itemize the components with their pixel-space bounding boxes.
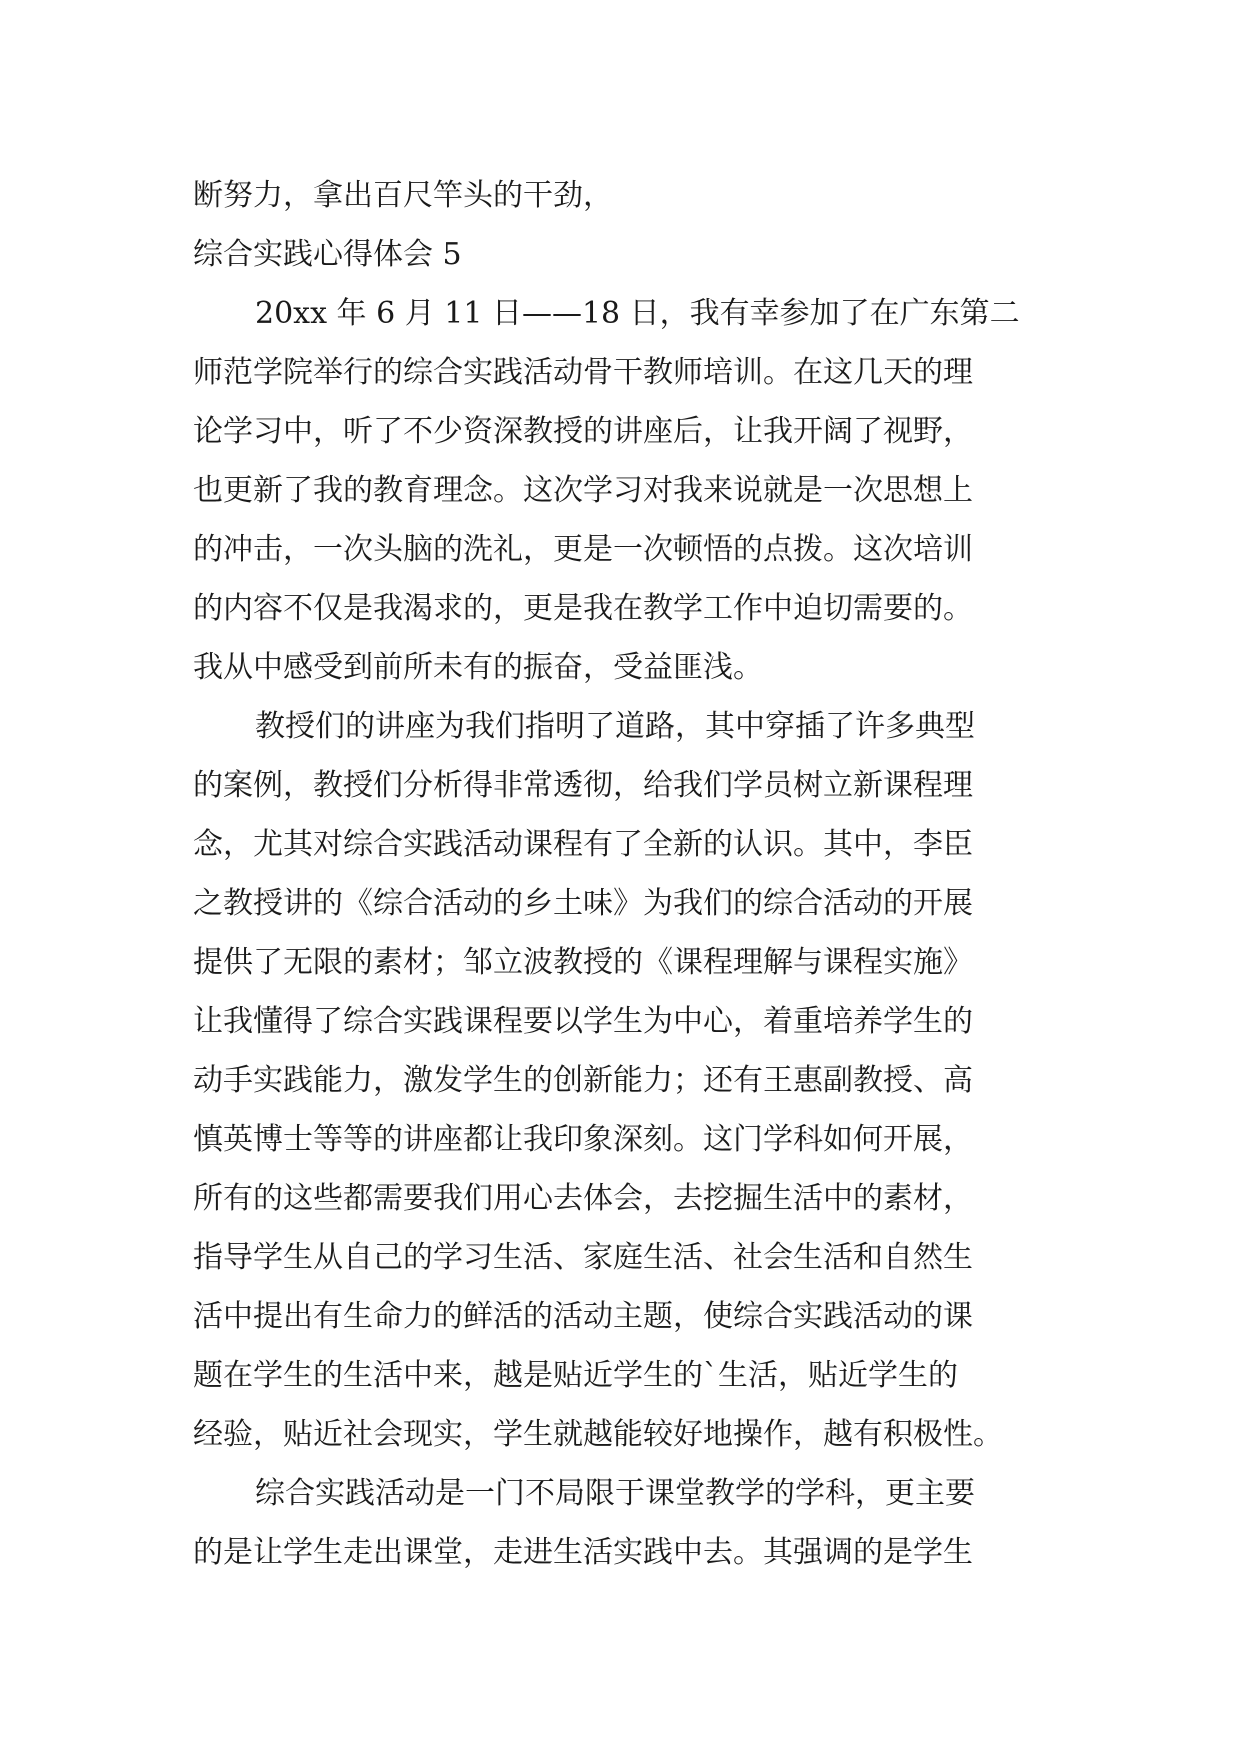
text-line: 的内容不仅是我渴求的，更是我在教学工作中迫切需要的。 [193, 591, 973, 626]
section-heading: 综合实践心得体会 5 [193, 237, 462, 272]
text-line: 的是让学生走出课堂，走进生活实践中去。其强调的是学生 [193, 1535, 973, 1570]
text-line: 也更新了我的教育理念。这次学习对我来说就是一次思想上 [193, 473, 973, 508]
text-line: 提供了无限的素材；邹立波教授的《课程理解与课程实施》 [193, 945, 973, 980]
text-line: 20xx 年 6 月 11 日——18 日，我有幸参加了在广东第二 [255, 296, 1020, 331]
text-line: 动手实践能力，激发学生的创新能力；还有王惠副教授、高 [193, 1063, 973, 1098]
text-line: 论学习中，听了不少资深教授的讲座后，让我开阔了视野， [193, 414, 973, 449]
document-body [193, 166, 1053, 1582]
text-line: 的冲击，一次头脑的洗礼，更是一次顿悟的点拨。这次培训 [193, 532, 973, 567]
text-line: 的案例，教授们分析得非常透彻，给我们学员树立新课程理 [193, 768, 973, 803]
text-line: 题在学生的生活中来，越是贴近学生的`生活，贴近学生的 [193, 1358, 958, 1393]
text-line: 慎英博士等等的讲座都让我印象深刻。这门学科如何开展， [193, 1122, 973, 1157]
text-line: 指导学生从自己的学习生活、家庭生活、社会生活和自然生 [193, 1240, 973, 1275]
text-line: 断努力，拿出百尺竿头的干劲， [193, 178, 613, 213]
text-line: 之教授讲的《综合活动的乡土味》为我们的综合活动的开展 [193, 886, 973, 921]
text-line: 经验，贴近社会现实，学生就越能较好地操作，越有积极性。 [193, 1417, 1003, 1452]
text-line: 活中提出有生命力的鲜活的活动主题，使综合实践活动的课 [193, 1299, 973, 1334]
text-line: 师范学院举行的综合实践活动骨干教师培训。在这几天的理 [193, 355, 973, 390]
text-line: 所有的这些都需要我们用心去体会，去挖掘生活中的素材， [193, 1181, 973, 1216]
text-line: 念，尤其对综合实践活动课程有了全新的认识。其中，李臣 [193, 827, 973, 862]
text-line: 让我懂得了综合实践课程要以学生为中心，着重培养学生的 [193, 1004, 973, 1039]
text-line: 综合实践活动是一门不局限于课堂教学的学科，更主要 [255, 1476, 975, 1511]
text-line: 我从中感受到前所未有的振奋，受益匪浅。 [193, 650, 763, 685]
text-line: 教授们的讲座为我们指明了道路，其中穿插了许多典型 [255, 709, 975, 744]
